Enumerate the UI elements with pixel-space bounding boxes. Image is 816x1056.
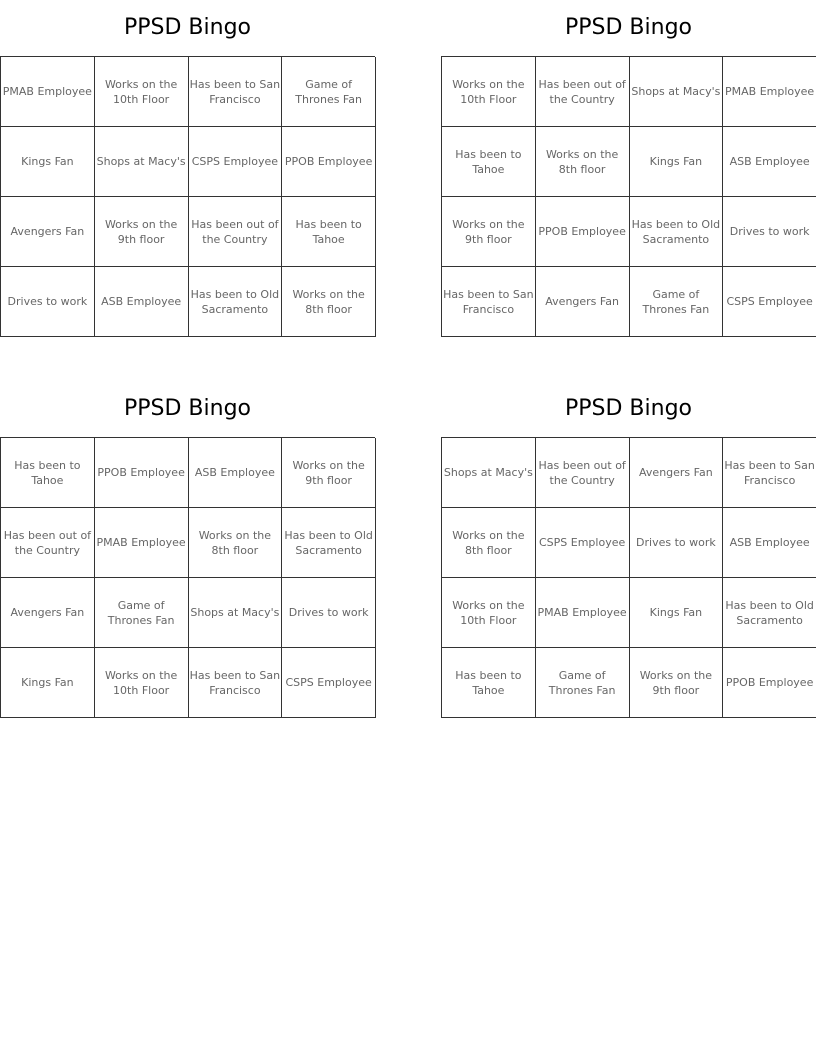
bingo-cell: Works on the 8th floor — [442, 508, 536, 578]
card-title: PPSD Bingo — [564, 15, 692, 40]
bingo-cell: Shops at Macy's — [630, 57, 724, 127]
bingo-cell: Has been to Tahoe — [442, 127, 536, 197]
bingo-card-4 — [441, 381, 816, 718]
card-title: PPSD Bingo — [123, 396, 251, 421]
bingo-cell: Has been to Old Sacramento — [723, 578, 816, 648]
bingo-cell: PPOB Employee — [95, 438, 189, 508]
bingo-cell: Works on the 8th floor — [282, 267, 376, 337]
bingo-cell: Works on the 10th Floor — [95, 57, 189, 127]
bingo-cell: Has been to San Francisco — [442, 267, 536, 337]
bingo-card-3 — [0, 381, 375, 718]
bingo-cell: Has been to Old Sacramento — [282, 508, 376, 578]
bingo-cell: PPOB Employee — [282, 127, 376, 197]
bingo-cell: PPOB Employee — [723, 648, 816, 718]
bingo-cell: Has been to Old Sacramento — [189, 267, 283, 337]
bingo-cell: ASB Employee — [723, 508, 816, 578]
card-title: PPSD Bingo — [564, 396, 692, 421]
bingo-cell: Avengers Fan — [630, 438, 724, 508]
bingo-cell: Shops at Macy's — [442, 438, 536, 508]
bingo-cell: Has been to San Francisco — [189, 57, 283, 127]
bingo-cell: Has been out of the Country — [1, 508, 95, 578]
bingo-cell: Works on the 9th floor — [442, 197, 536, 267]
bingo-card-2 — [441, 0, 816, 337]
bingo-cell: Game of Thrones Fan — [536, 648, 630, 718]
bingo-cell: Works on the 10th Floor — [95, 648, 189, 718]
bingo-cell: Avengers Fan — [1, 578, 95, 648]
bingo-grid — [441, 56, 816, 337]
bingo-cell: Avengers Fan — [1, 197, 95, 267]
bingo-cell: PMAB Employee — [723, 57, 816, 127]
bingo-grid — [0, 437, 375, 718]
bingo-cell: PMAB Employee — [95, 508, 189, 578]
bingo-cell: ASB Employee — [95, 267, 189, 337]
bingo-cell: Has been to San Francisco — [189, 648, 283, 718]
bingo-cell: Kings Fan — [1, 127, 95, 197]
bingo-cell: ASB Employee — [723, 127, 816, 197]
bingo-cell: Shops at Macy's — [189, 578, 283, 648]
bingo-cell: Has been to Tahoe — [442, 648, 536, 718]
bingo-cell: PMAB Employee — [536, 578, 630, 648]
bingo-cell: Avengers Fan — [536, 267, 630, 337]
bingo-cell: CSPS Employee — [189, 127, 283, 197]
bingo-cell: Works on the 10th Floor — [442, 578, 536, 648]
bingo-cell: Has been out of the Country — [536, 438, 630, 508]
bingo-cell: Drives to work — [630, 508, 724, 578]
bingo-cell: Has been to San Francisco — [723, 438, 816, 508]
bingo-grid — [441, 437, 816, 718]
bingo-cell: Game of Thrones Fan — [282, 57, 376, 127]
bingo-cell: Has been out of the Country — [189, 197, 283, 267]
bingo-cell: Kings Fan — [630, 578, 724, 648]
bingo-cell: Has been out of the Country — [536, 57, 630, 127]
bingo-cell: Works on the 9th floor — [282, 438, 376, 508]
bingo-cell: Has been to Tahoe — [282, 197, 376, 267]
bingo-cell: Drives to work — [1, 267, 95, 337]
bingo-cell: Kings Fan — [630, 127, 724, 197]
bingo-cell: Drives to work — [282, 578, 376, 648]
bingo-card-1 — [0, 0, 375, 337]
bingo-cell: ASB Employee — [189, 438, 283, 508]
bingo-cell: Shops at Macy's — [95, 127, 189, 197]
bingo-cell: Game of Thrones Fan — [630, 267, 724, 337]
card-title: PPSD Bingo — [123, 15, 251, 40]
bingo-cell: Has been to Old Sacramento — [630, 197, 724, 267]
bingo-grid — [0, 56, 375, 337]
bingo-cell: Drives to work — [723, 197, 816, 267]
bingo-cell: CSPS Employee — [282, 648, 376, 718]
bingo-cell: Works on the 9th floor — [630, 648, 724, 718]
bingo-cell: CSPS Employee — [723, 267, 816, 337]
bingo-cell: Kings Fan — [1, 648, 95, 718]
bingo-cell: Works on the 8th floor — [536, 127, 630, 197]
bingo-cell: PMAB Employee — [1, 57, 95, 127]
bingo-cell: Game of Thrones Fan — [95, 578, 189, 648]
bingo-cell: PPOB Employee — [536, 197, 630, 267]
bingo-cell: Works on the 8th floor — [189, 508, 283, 578]
bingo-cell: Works on the 9th floor — [95, 197, 189, 267]
bingo-cell: Has been to Tahoe — [1, 438, 95, 508]
bingo-cell: CSPS Employee — [536, 508, 630, 578]
bingo-cell: Works on the 10th Floor — [442, 57, 536, 127]
